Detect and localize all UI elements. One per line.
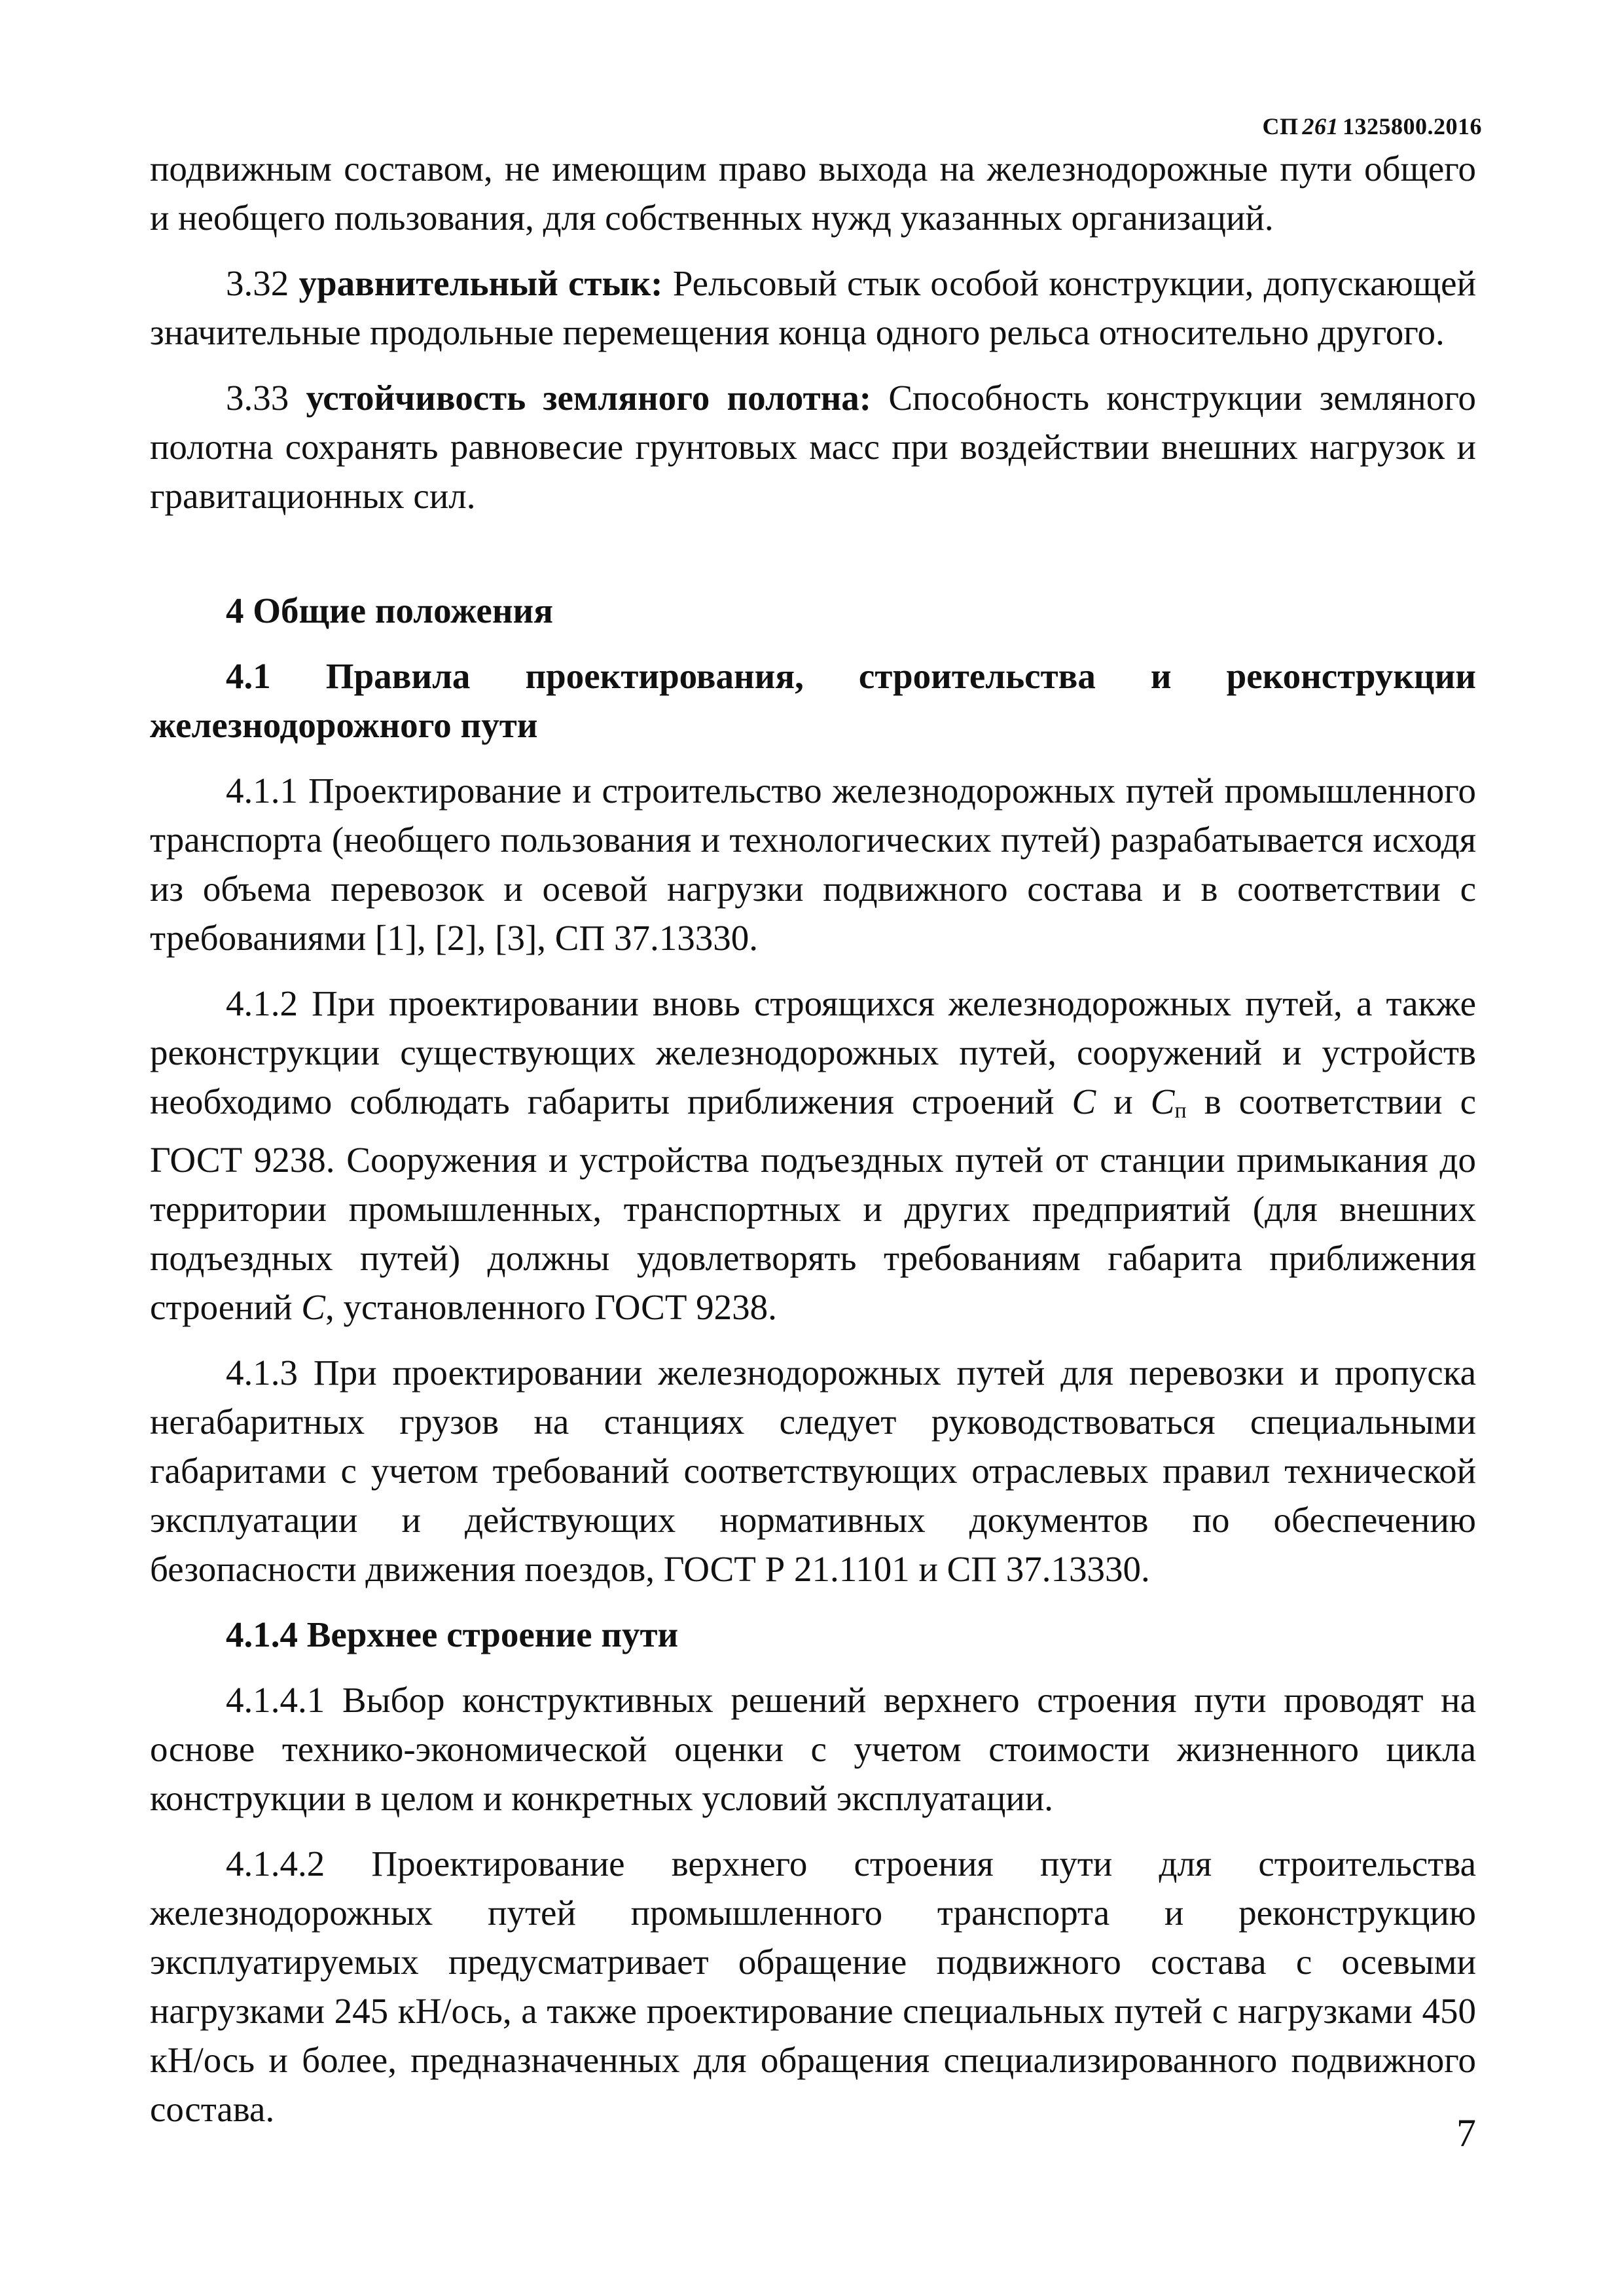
page-content	[150, 144, 1476, 2134]
term-3-33	[150, 373, 1476, 520]
document-header	[1263, 113, 1483, 140]
paragraph-4-1-1: 4.1.1 Проектирование и строительство железнодорожных путей промышленного транспорта (необщего пользования и технологических путей) разрабатывается исходя из объема перевозок и осевой нагрузки подвижного состава и в соответствии с требованиями [1], [2], [3], СП 37.13330.	[150, 771, 1476, 958]
subsection-heading: 4.1.4 Верхнее строение пути	[226, 1614, 679, 1654]
header-prefix: СП	[1262, 113, 1299, 139]
section-heading: 4 Общие положения	[226, 591, 553, 630]
paragraph-4-1-4-2: 4.1.4.2 Проектирование верхнего строения пути для строительства железнодорожных путей промышленного транспорта и реконструкцию эксплуатируемых предусматривает обращение подвижного состава с осевыми нагрузками 245 кН/ось, а также проектирование специальных путей с нагрузками 450 кН/ось и более, предназначенных для обращения специализированного подвижного состава.	[150, 1844, 1476, 2129]
header-code: 1325800.2016	[1343, 113, 1482, 139]
term-name: уравнительный стык:	[298, 263, 663, 303]
page-number: 7	[1456, 2111, 1476, 2155]
paragraph-4-1-3: 4.1.3 При проектировании железнодорожных путей для перевозки и пропуска негабаритных грузов на станциях следует руководствоваться специальными габаритами с учетом требований соответствующих отраслевых правил технической эксплуатации и действующих нормативных документов по обеспечению безопасности движения поездов, ГОСТ Р 21.1101 и СП 37.13330.	[150, 1353, 1476, 1589]
term-number: 3.32	[226, 263, 289, 303]
symbol-c: С	[301, 1287, 325, 1327]
term-name: устойчивость земляного полотна:	[306, 378, 872, 418]
paragraph-4-1-2: 4.1.2 При проектировании вновь строящихся железнодорожных путей, а также реконструкции существующих железнодорожных путей, сооружений и устройств необходимо соблюдать габариты приближения строений С и Сп в соответствии с ГОСТ 9238. Сооружения и устройства подъездных путей от станции примыкания до территории промышленных, транспортных и других предприятий (для внешних подъездных путей) должны удовлетворять требованиям габарита приближения строений С, установленного ГОСТ 9238.	[150, 983, 1476, 1327]
term-3-32	[150, 259, 1476, 357]
paragraph-4-1-4-1: 4.1.4.1 Выбор конструктивных решений верхнего строения пути проводят на основе технико-экономической оценки с учетом стоимости жизненного цикла конструкции в целом и конкретных условий эксплуатации.	[150, 1680, 1476, 1818]
symbol-cp: Сп	[1150, 1082, 1187, 1123]
paragraph-continuation: подвижным составом, не имеющим право выхода на железнодорожные пути общего и необщего пользования, для собственных нужд указанных организаций.	[150, 149, 1476, 238]
symbol-c: С	[1072, 1082, 1096, 1121]
term-definition: Способность конструкции земляного полотна сохранять равновесие грунтовых масс при воздействии внешних нагрузок и гравитационных сил.	[150, 378, 1477, 516]
term-number: 3.33	[226, 378, 289, 418]
subsection-heading: 4.1 Правила проектирования, строительства и реконструкции железнодорожного пути	[150, 656, 1476, 745]
header-handwritten-number: 261	[1302, 113, 1339, 139]
term-definition: Рельсовый стык особой конструкции, допускающей значительные продольные перемещения конца одного рельса относительно другого.	[150, 263, 1477, 352]
